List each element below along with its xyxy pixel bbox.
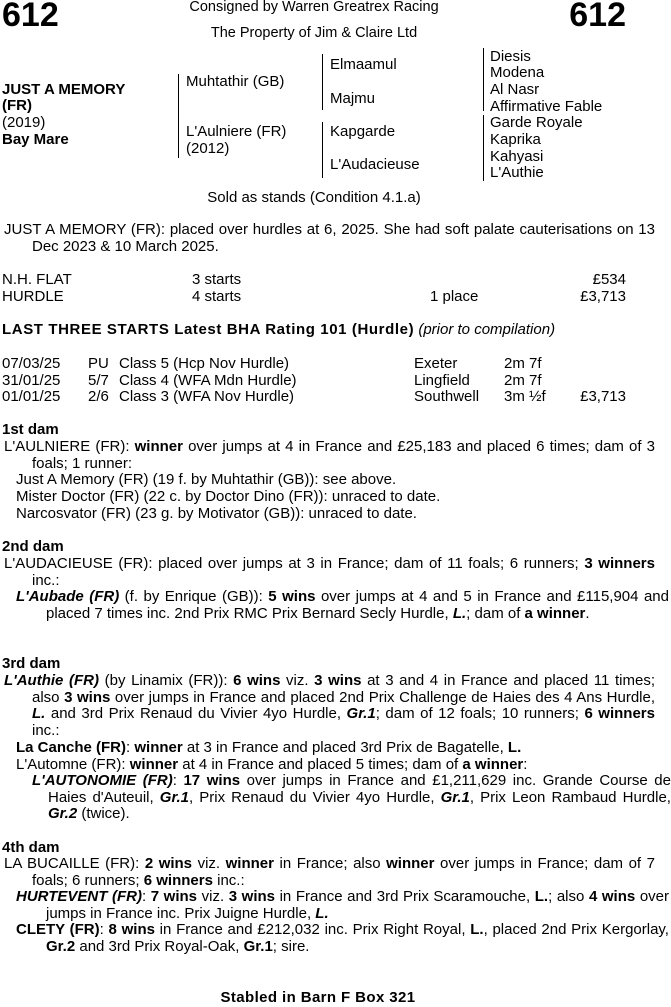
dam2-text: inc.:	[32, 571, 60, 589]
progeny-name: L'Aubade (FR)	[16, 588, 120, 605]
dam1-text: L'AULNIERE (FR):	[4, 438, 135, 455]
dam4-paragraph	[2, 856, 655, 889]
pedigree-sds: Al Nasr	[490, 81, 540, 98]
dam4-text: L.	[470, 921, 484, 938]
dam4-text: 4 wins	[588, 888, 636, 905]
horse-name: JUST A MEMORY	[2, 81, 126, 98]
record-row	[2, 289, 626, 306]
lot-number-right: 612	[569, 0, 626, 34]
dam4-text: :	[141, 888, 151, 905]
run-row	[2, 389, 626, 406]
dam3-text: 3 wins	[64, 688, 111, 706]
pedigree-ssd: Modena	[490, 64, 545, 81]
dam1-heading: 1st dam	[2, 421, 59, 438]
dam3-text: 17 wins	[183, 772, 241, 789]
dam3-text: L'Automne (FR):	[16, 756, 130, 773]
pedigree-divider-2a	[322, 54, 323, 110]
sale-condition: Sold as stands (Condition 4.1.a)	[207, 189, 421, 206]
record-code: N.H. FLAT	[2, 271, 72, 288]
dam3-text: winner	[134, 739, 183, 756]
dam3-text: L.	[507, 739, 522, 756]
stable-location: Stabled in Barn F Box 321	[220, 989, 416, 1006]
dam4-text: ; sire.	[272, 937, 310, 955]
dam3-text: (twice).	[77, 805, 130, 823]
dam4-text: ; also	[548, 888, 589, 905]
dam1-foal: Narcosvator (FR) (23 g. by Motivator (GB)): unraced to date.	[16, 505, 417, 522]
pedigree-dam: L'Aulniere (FR)	[186, 123, 287, 140]
dam2-text: .	[585, 604, 590, 622]
run-date: 31/01/25	[2, 372, 61, 389]
pedigree-sdd: Affirmative Fable	[490, 98, 603, 115]
pedigree-divider-3a	[483, 48, 484, 111]
pedigree-sd: Majmu	[330, 90, 376, 107]
dam4-text: Gr.1	[243, 937, 273, 955]
dam3-text: Gr.1	[440, 788, 470, 806]
dam1-foal: Mister Doctor (FR) (22 c. by Doctor Dino (FR)): unraced to date.	[16, 488, 441, 505]
dam4-text: L.	[315, 904, 329, 922]
dam4-text: 2 wins	[144, 855, 193, 872]
dam3-text: 6 wins	[233, 672, 281, 689]
dam2-text: L'AUDACIEUSE (FR): placed over jumps at 3 in France; dam of 11 foals; 6 runners;	[4, 555, 585, 572]
dam4-text: :	[99, 921, 109, 938]
run-prize: £3,713	[580, 388, 626, 405]
dam4-text: LA BUCAILLE (FR):	[4, 855, 145, 872]
dam2-text: 5 wins	[268, 588, 316, 605]
pedigree-sire: Muhtathir (GB)	[186, 73, 285, 90]
dam4-text: winner	[225, 855, 274, 872]
dam3-text: and 3rd Prix Renaud du Vivier 4yo Hurdle,	[45, 705, 347, 723]
dam4-text: 7 wins	[150, 888, 198, 905]
pedigree-dsd: Kaprika	[490, 131, 541, 148]
horse-sex-colour: Bay Mare	[2, 131, 69, 148]
pedigree-dss: Garde Royale	[490, 114, 583, 131]
consignor: Consigned by Warren Greatrex Racing	[189, 0, 439, 15]
run-position: 5/7	[88, 372, 109, 389]
dam3-grandprogeny	[2, 773, 671, 823]
run-course: Lingfield	[414, 372, 470, 389]
dam4-progeny	[2, 889, 669, 922]
run-distance: 2m 7f	[504, 372, 542, 389]
dam2-text: ; dam of	[466, 604, 525, 622]
dam4-text: winner	[386, 855, 435, 872]
property-of: The Property of Jim & Claire Ltd	[210, 25, 418, 41]
dam3-text: Gr.1	[159, 788, 189, 806]
pedigree-ds: Kapgarde	[330, 123, 396, 140]
dam4-text: and 3rd Prix Royal-Oak,	[75, 937, 244, 955]
dam2-progeny	[2, 589, 669, 622]
record-prize: £3,713	[580, 288, 626, 305]
dam3-text: ; dam of 12 foals; 10 runners;	[375, 705, 585, 723]
run-race: Class 4 (WFA Mdn Hurdle)	[119, 372, 297, 389]
run-race: Class 3 (WFA Nov Hurdle)	[119, 388, 295, 405]
dam4-text: inc.:	[212, 871, 245, 889]
intro-paragraph: JUST A MEMORY (FR): placed over hurdles at 6, 2025. She had soft palate cauterisations on 13 Dec 2023 & 10 March 2025.	[4, 221, 655, 255]
dam3-text: (by Linamix (FR)):	[99, 672, 234, 689]
progeny-name: HURTEVENT (FR)	[16, 888, 142, 905]
dam3-text: at 3 and 4 in France and placed 11 times; also	[32, 672, 655, 706]
dam4-text: viz.	[192, 855, 226, 872]
run-date: 01/01/25	[2, 388, 61, 405]
pedigree-ss: Elmaamul	[330, 56, 397, 73]
dam2-heading: 2nd dam	[2, 538, 64, 555]
pedigree-divider-1	[178, 74, 179, 158]
dam3-text: at 3 in France and placed 3rd Prix de Bagatelle,	[182, 739, 508, 756]
pedigree-dd: L'Audacieuse	[330, 156, 420, 173]
pedigree-sss: Diesis	[490, 48, 531, 65]
last-three-title: LAST THREE STARTS Latest BHA Rating 101 (Hurdle)	[2, 321, 415, 338]
dam4-text: in France; also	[273, 855, 387, 872]
dam3-text: Gr.1	[346, 705, 376, 723]
dam4-text: 8 wins	[108, 921, 155, 938]
dam3-text: , Prix Leon Rambaud Hurdle,	[469, 788, 671, 806]
dam3-heading: 3rd dam	[2, 655, 61, 672]
dam4-text: in France and £212,032 inc. Prix Right Royal,	[154, 921, 471, 938]
record-starts: 4 starts	[192, 288, 242, 305]
dam4-text: viz.	[197, 888, 229, 905]
run-date: 07/03/25	[2, 355, 61, 372]
dam3-text: 6 winners	[584, 705, 655, 723]
dam4-progeny	[2, 922, 669, 955]
dam3-text: :	[523, 756, 528, 773]
run-distance: 2m 7f	[504, 355, 542, 372]
lot-number-left: 612	[2, 0, 59, 34]
dam2-text: a winner	[524, 604, 586, 622]
record-code: HURDLE	[2, 288, 64, 305]
horse-country: (FR)	[2, 97, 32, 114]
pedigree-divider-3b	[483, 115, 484, 181]
dam3-paragraph	[2, 673, 655, 739]
dam2-text: L.	[452, 604, 467, 622]
dam1-text: winner	[134, 438, 183, 455]
dam3-text: L.	[32, 705, 46, 723]
run-position: 2/6	[88, 388, 109, 405]
record-row	[2, 272, 626, 289]
dam3-name: L'Authie (FR)	[4, 672, 99, 689]
dam4-text: 6 winners	[143, 871, 213, 889]
dam3-text: :	[126, 739, 135, 756]
dam2-text: 3 winners	[584, 555, 655, 572]
last-three-heading	[2, 322, 625, 339]
run-course: Exeter	[414, 355, 458, 372]
run-race: Class 5 (Hcp Nov Hurdle)	[119, 355, 290, 372]
dam3-text: Gr.2	[48, 805, 78, 823]
dam3-text: , Prix Renaud du Vivier 4yo Hurdle,	[188, 788, 441, 806]
dam3-text: :	[172, 772, 184, 789]
dam4-text: over jumps in France inc. Prix Juigne Hurdle,	[46, 888, 670, 922]
record-places: 1 place	[430, 288, 479, 305]
record-prize: £534	[592, 271, 626, 288]
dam3-text: a winner	[462, 756, 524, 773]
dam2-text: over jumps at 4 and 5 in France and £115,904 and placed 7 times inc. 2nd Prix RMC Prix Bernard Secly Hurdle,	[46, 588, 669, 622]
run-course: Southwell	[414, 388, 480, 405]
dam4-text: 3 wins	[228, 888, 275, 905]
progeny-name: CLETY (FR)	[16, 921, 100, 938]
dam3-text: viz.	[280, 672, 315, 689]
dam2-paragraph	[2, 556, 655, 589]
dam2-text: (f. by Enrique (GB)):	[119, 588, 269, 605]
dam3-progeny	[2, 740, 625, 757]
dam4-text: L.	[534, 888, 549, 905]
dam4-text: , placed 2nd Prix Kergorlay,	[483, 921, 669, 938]
dam4-heading: 4th dam	[2, 839, 60, 856]
dam3-text: over jumps in France and £1,211,629 inc. Grande Course de Haies d'Auteuil,	[48, 772, 671, 806]
horse-year: (2019)	[2, 114, 46, 131]
dam4-text: over jumps in France; dam of 7 foals; 6 runners;	[32, 855, 655, 889]
run-position: PU	[88, 355, 109, 372]
pedigree-dds: Kahyasi	[490, 148, 544, 165]
dam1-text: over jumps at 4 in France and £25,183 and placed 6 times; dam of 3 foals; 1 runner:	[32, 438, 655, 472]
progeny-name: L'AUTONOMIE (FR)	[32, 772, 173, 789]
dam3-text: 3 wins	[314, 672, 362, 689]
dam3-text: over jumps in France and placed 2nd Prix Challenge de Haies des 4 Ans Hurdle,	[110, 688, 656, 706]
run-row	[2, 356, 626, 373]
pedigree-divider-2b	[322, 122, 323, 178]
pedigree-dam-year: (2012)	[186, 140, 230, 157]
dam4-text: in France and 3rd Prix Scaramouche,	[275, 888, 535, 905]
dam3-text: inc.:	[32, 721, 60, 739]
dam3-text: winner	[129, 756, 179, 773]
progeny-name: La Canche (FR)	[16, 739, 127, 756]
dam3-text: at 4 in France and placed 5 times; dam of	[178, 756, 463, 773]
dam1-paragraph	[2, 439, 655, 472]
record-starts: 3 starts	[192, 271, 242, 288]
pedigree-ddd: L'Authie	[490, 164, 544, 181]
dam1-foal: Just A Memory (FR) (19 f. by Muhtathir (GB)): see above.	[16, 471, 397, 488]
run-distance: 3m ½f	[504, 388, 546, 405]
dam4-text: Gr.2	[46, 937, 76, 955]
last-three-note: (prior to compilation)	[418, 321, 556, 338]
